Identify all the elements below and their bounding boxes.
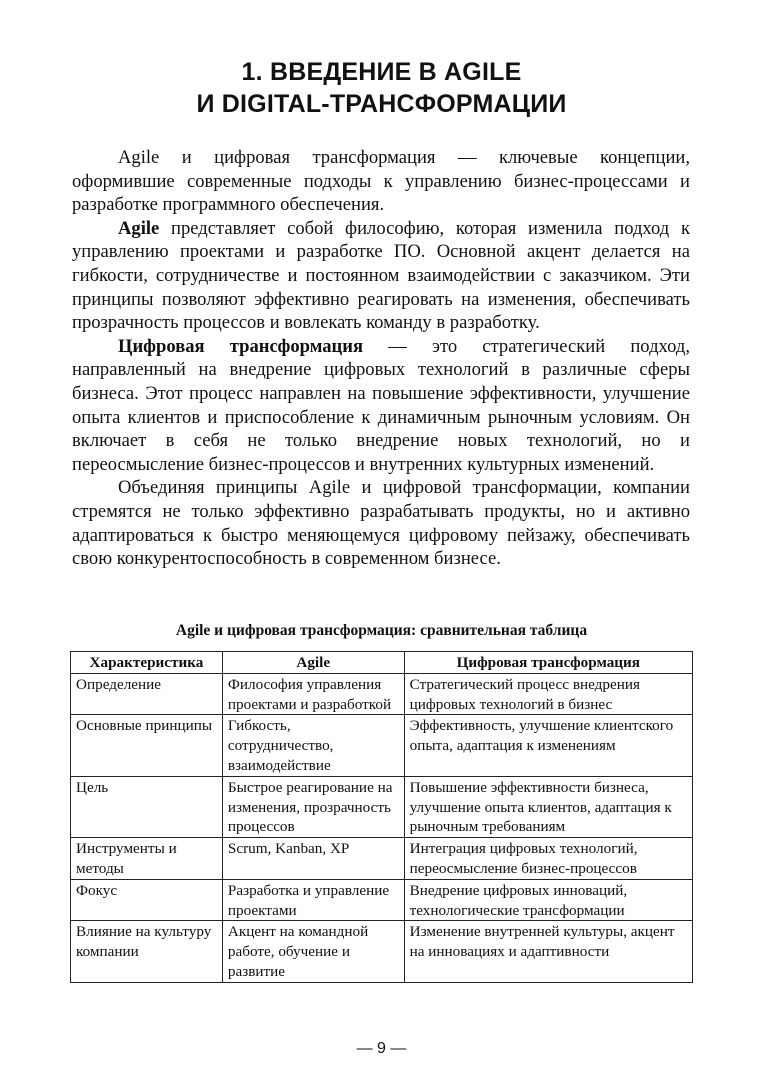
header-characteristic: Характеристика xyxy=(71,652,223,674)
table-row xyxy=(71,673,693,715)
table-cell: Разработка и управление проектами xyxy=(222,879,404,921)
table-cell: Определение xyxy=(71,673,223,715)
paragraph-1: Agile и цифровая трансформация — ключевые концепции, оформившие современные подходы к управлению бизнес-процессами и разработке программного обеспечения. xyxy=(72,147,690,216)
body-text xyxy=(72,146,690,571)
chapter-title-line-1: 1. ВВЕДЕНИЕ В AGILE xyxy=(241,58,522,86)
header-agile: Agile xyxy=(222,652,404,674)
paragraph-3-term: Цифровая трансформация xyxy=(118,335,364,357)
paragraph-2 xyxy=(72,217,690,335)
table-row xyxy=(71,921,693,982)
table-cell: Влияние на культуру компании xyxy=(71,921,223,982)
table-cell: Изменение внутренней культуры, акцент на инновациях и адаптивности xyxy=(404,921,692,982)
table-cell: Акцент на командной работе, обучение и развитие xyxy=(222,921,404,982)
table-cell: Фокус xyxy=(71,879,223,921)
table-cell: Быстрое реагирование на изменения, прозрачность процессов xyxy=(222,776,404,837)
table-cell: Scrum, Kanban, XP xyxy=(222,838,404,880)
chapter-title xyxy=(0,56,763,120)
comparison-table xyxy=(70,651,693,983)
paragraph-4: Объединяя принципы Agile и цифровой трансформации, компании стремятся не только эффективно разрабатывать продукты, но и активно адаптироваться к быстро меняющемуся цифровому пейзажу, обеспечивать свою конкурентоспособность в современном бизнесе. xyxy=(72,477,690,570)
header-digital-transformation: Цифровая трансформация xyxy=(404,652,692,674)
table-header-row xyxy=(71,652,693,674)
table-cell: Философия управления проектами и разработкой xyxy=(222,673,404,715)
table-row xyxy=(71,715,693,776)
paragraph-3-text: — это стратегический подход, направленный на внедрение цифровых технологий в различные сферы бизнеса. Этот процесс направлен на повышение эффективности, улучшение опыта клиентов и приспособление к динамичным рыночным условиям. Он включает в себя не только внедрение новых технологий, но и переосмысление бизнес-процессов и внутренних культурных изменений. xyxy=(72,335,690,475)
table-row xyxy=(71,838,693,880)
paragraph-2-term: Agile xyxy=(118,217,160,239)
table-caption: Agile и цифровая трансформация: сравнительная таблица xyxy=(175,622,588,639)
table-cell: Инструменты и методы xyxy=(71,838,223,880)
table-row xyxy=(71,879,693,921)
table-cell: Интеграция цифровых технологий, переосмысление бизнес-процессов xyxy=(404,838,692,880)
paragraph-2-text: представляет собой философию, которая изменила подход к управлению проектами и разработке ПО. Основной акцент делается на гибкости, сотрудничестве и постоянном взаимодействии с заказчиком. Эти принципы позволяют эффективно реагировать на изменения, обеспечивать прозрачность процессов и вовлекать команду в разработку. xyxy=(72,217,690,334)
paragraph-3 xyxy=(72,335,690,477)
table-cell: Гибкость, сотрудничество, взаимодействие xyxy=(222,715,404,776)
table-cell: Эффективность, улучшение клиентского опыта, адаптация к изменениям xyxy=(404,715,692,776)
table-cell: Основные принципы xyxy=(71,715,223,776)
table-cell: Повышение эффективности бизнеса, улучшение опыта клиентов, адаптация к рыночным требованиям xyxy=(404,776,692,837)
table-cell: Стратегический процесс внедрения цифровых технологий в бизнес xyxy=(404,673,692,715)
table-cell: Внедрение цифровых инноваций, технологические трансформации xyxy=(404,879,692,921)
page-number: — 9 — xyxy=(356,1040,407,1057)
table-cell: Цель xyxy=(71,776,223,837)
table-row xyxy=(71,776,693,837)
chapter-title-line-2: И DIGITAL-ТРАНСФОРМАЦИИ xyxy=(196,90,567,118)
